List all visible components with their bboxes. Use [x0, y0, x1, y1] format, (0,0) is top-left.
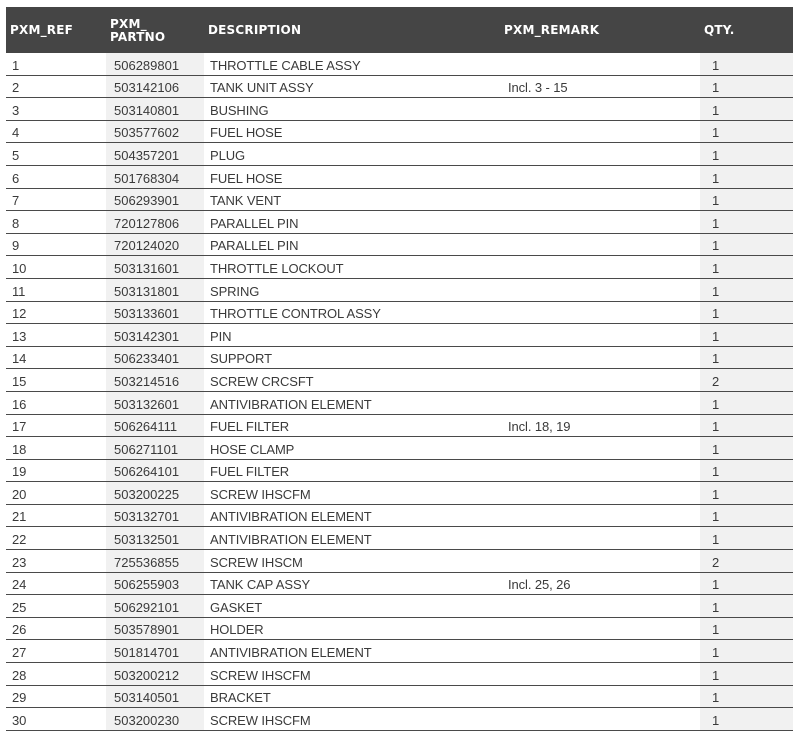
cell-ref: 20 [6, 482, 106, 505]
table-row [6, 482, 793, 505]
table-row [6, 663, 793, 686]
table-row [6, 550, 793, 573]
cell-spacer [742, 346, 793, 369]
cell-description: SCREW IHSCFM [204, 663, 500, 686]
cell-description: SPRING [204, 278, 500, 301]
cell-partno: 503132501 [106, 527, 204, 550]
cell-remark [500, 233, 700, 256]
table-row [6, 346, 793, 369]
cell-ref: 30 [6, 708, 106, 731]
cell-partno: 503214516 [106, 369, 204, 392]
table-row [6, 595, 793, 618]
table-row [6, 301, 793, 324]
cell-description: BRACKET [204, 685, 500, 708]
cell-description: BUSHING [204, 98, 500, 121]
cell-remark [500, 527, 700, 550]
table-row [6, 98, 793, 121]
cell-qty: 1 [700, 595, 742, 618]
cell-qty: 1 [700, 278, 742, 301]
cell-remark: Incl. 25, 26 [500, 572, 700, 595]
header-partno-line1: PXM_ [110, 17, 147, 31]
cell-qty: 1 [700, 301, 742, 324]
header-remark: PXM_REMARK [500, 7, 700, 53]
cell-partno: 503200225 [106, 482, 204, 505]
cell-description: HOLDER [204, 617, 500, 640]
cell-partno: 501768304 [106, 165, 204, 188]
cell-partno: 506233401 [106, 346, 204, 369]
cell-spacer [742, 211, 793, 234]
cell-remark [500, 595, 700, 618]
cell-spacer [742, 414, 793, 437]
cell-description: FUEL HOSE [204, 120, 500, 143]
cell-remark [500, 98, 700, 121]
cell-partno: 503200230 [106, 708, 204, 731]
cell-partno: 506264111 [106, 414, 204, 437]
cell-qty: 1 [700, 143, 742, 166]
header-spacer [742, 7, 793, 53]
cell-ref: 3 [6, 98, 106, 121]
table-row [6, 143, 793, 166]
cell-qty: 1 [700, 459, 742, 482]
table-row [6, 527, 793, 550]
table-row [6, 617, 793, 640]
cell-ref: 25 [6, 595, 106, 618]
cell-spacer [742, 256, 793, 279]
cell-ref: 15 [6, 369, 106, 392]
cell-qty: 1 [700, 98, 742, 121]
table-row [6, 188, 793, 211]
table-row [6, 640, 793, 663]
cell-remark [500, 211, 700, 234]
header-qty: QTY. [700, 7, 742, 53]
cell-spacer [742, 527, 793, 550]
cell-remark: Incl. 18, 19 [500, 414, 700, 437]
cell-partno: 506289801 [106, 53, 204, 75]
cell-remark [500, 391, 700, 414]
table-row [6, 391, 793, 414]
cell-remark [500, 550, 700, 573]
table-row [6, 120, 793, 143]
cell-ref: 13 [6, 324, 106, 347]
cell-partno: 503131601 [106, 256, 204, 279]
cell-ref: 10 [6, 256, 106, 279]
cell-description: SCREW IHSCFM [204, 482, 500, 505]
table-row [6, 211, 793, 234]
table-row [6, 53, 793, 75]
cell-description: THROTTLE CABLE ASSY [204, 53, 500, 75]
cell-qty: 1 [700, 324, 742, 347]
table-header [6, 7, 793, 53]
cell-partno: 506271101 [106, 437, 204, 460]
cell-qty: 1 [700, 120, 742, 143]
table-row [6, 278, 793, 301]
cell-spacer [742, 369, 793, 392]
cell-spacer [742, 391, 793, 414]
cell-qty: 1 [700, 708, 742, 731]
cell-partno: 506293901 [106, 188, 204, 211]
cell-description: GASKET [204, 595, 500, 618]
cell-partno: 725536855 [106, 550, 204, 573]
cell-ref: 4 [6, 120, 106, 143]
cell-partno: 503131801 [106, 278, 204, 301]
cell-remark [500, 482, 700, 505]
cell-qty: 1 [700, 75, 742, 98]
cell-spacer [742, 143, 793, 166]
cell-qty: 1 [700, 211, 742, 234]
cell-partno: 501814701 [106, 640, 204, 663]
cell-spacer [742, 278, 793, 301]
cell-partno: 503133601 [106, 301, 204, 324]
cell-qty: 1 [700, 188, 742, 211]
cell-description: THROTTLE LOCKOUT [204, 256, 500, 279]
cell-description: PARALLEL PIN [204, 233, 500, 256]
cell-qty: 1 [700, 685, 742, 708]
cell-ref: 14 [6, 346, 106, 369]
cell-remark [500, 437, 700, 460]
table-row [6, 414, 793, 437]
header-ref: PXM_REF [6, 7, 106, 53]
cell-qty: 2 [700, 550, 742, 573]
cell-remark [500, 256, 700, 279]
cell-partno: 503140801 [106, 98, 204, 121]
cell-qty: 1 [700, 663, 742, 686]
cell-ref: 16 [6, 391, 106, 414]
cell-description: FUEL HOSE [204, 165, 500, 188]
cell-description: TANK UNIT ASSY [204, 75, 500, 98]
cell-partno: 503577602 [106, 120, 204, 143]
cell-remark [500, 346, 700, 369]
cell-ref: 8 [6, 211, 106, 234]
cell-description: THROTTLE CONTROL ASSY [204, 301, 500, 324]
cell-remark [500, 708, 700, 731]
cell-remark [500, 301, 700, 324]
cell-description: TANK CAP ASSY [204, 572, 500, 595]
cell-qty: 1 [700, 640, 742, 663]
cell-partno: 506255903 [106, 572, 204, 595]
cell-ref: 26 [6, 617, 106, 640]
cell-remark [500, 278, 700, 301]
cell-ref: 7 [6, 188, 106, 211]
cell-partno: 504357201 [106, 143, 204, 166]
cell-ref: 5 [6, 143, 106, 166]
cell-remark [500, 53, 700, 75]
cell-remark [500, 165, 700, 188]
cell-remark [500, 459, 700, 482]
cell-ref: 22 [6, 527, 106, 550]
table-row [6, 708, 793, 731]
parts-list-table [6, 7, 793, 731]
cell-ref: 12 [6, 301, 106, 324]
cell-description: TANK VENT [204, 188, 500, 211]
cell-qty: 1 [700, 391, 742, 414]
cell-description: SCREW IHSCFM [204, 708, 500, 731]
table-row [6, 685, 793, 708]
cell-spacer [742, 188, 793, 211]
table-body [6, 53, 793, 730]
cell-description: HOSE CLAMP [204, 437, 500, 460]
cell-remark [500, 324, 700, 347]
cell-qty: 1 [700, 414, 742, 437]
cell-partno: 720124020 [106, 233, 204, 256]
cell-qty: 1 [700, 504, 742, 527]
cell-spacer [742, 550, 793, 573]
cell-ref: 23 [6, 550, 106, 573]
cell-description: PARALLEL PIN [204, 211, 500, 234]
cell-description: SUPPORT [204, 346, 500, 369]
header-partno [106, 7, 204, 53]
cell-spacer [742, 437, 793, 460]
cell-spacer [742, 53, 793, 75]
table-row [6, 75, 793, 98]
cell-partno: 506292101 [106, 595, 204, 618]
cell-description: SCREW IHSCM [204, 550, 500, 573]
table-row [6, 504, 793, 527]
cell-qty: 2 [700, 369, 742, 392]
cell-qty: 1 [700, 256, 742, 279]
cell-spacer [742, 617, 793, 640]
cell-ref: 21 [6, 504, 106, 527]
cell-ref: 28 [6, 663, 106, 686]
cell-spacer [742, 165, 793, 188]
cell-partno: 503132601 [106, 391, 204, 414]
cell-spacer [742, 482, 793, 505]
table-row [6, 572, 793, 595]
cell-ref: 24 [6, 572, 106, 595]
cell-description: ANTIVIBRATION ELEMENT [204, 504, 500, 527]
table-row [6, 369, 793, 392]
table-row [6, 459, 793, 482]
cell-qty: 1 [700, 53, 742, 75]
cell-remark [500, 369, 700, 392]
cell-qty: 1 [700, 617, 742, 640]
cell-ref: 6 [6, 165, 106, 188]
header-row [6, 7, 793, 53]
cell-ref: 17 [6, 414, 106, 437]
cell-description: ANTIVIBRATION ELEMENT [204, 640, 500, 663]
cell-spacer [742, 685, 793, 708]
cell-spacer [742, 75, 793, 98]
header-description: DESCRIPTION [204, 7, 500, 53]
cell-description: FUEL FILTER [204, 459, 500, 482]
cell-spacer [742, 572, 793, 595]
table-row [6, 324, 793, 347]
cell-remark [500, 663, 700, 686]
cell-spacer [742, 233, 793, 256]
cell-partno: 503132701 [106, 504, 204, 527]
cell-ref: 9 [6, 233, 106, 256]
cell-spacer [742, 708, 793, 731]
cell-qty: 1 [700, 572, 742, 595]
cell-qty: 1 [700, 527, 742, 550]
cell-ref: 29 [6, 685, 106, 708]
cell-partno: 503578901 [106, 617, 204, 640]
table-row [6, 437, 793, 460]
cell-remark [500, 685, 700, 708]
cell-ref: 11 [6, 278, 106, 301]
cell-remark [500, 120, 700, 143]
cell-qty: 1 [700, 437, 742, 460]
cell-spacer [742, 120, 793, 143]
cell-partno: 503140501 [106, 685, 204, 708]
cell-spacer [742, 640, 793, 663]
cell-remark [500, 188, 700, 211]
cell-description: PLUG [204, 143, 500, 166]
cell-spacer [742, 663, 793, 686]
cell-spacer [742, 98, 793, 121]
cell-description: FUEL FILTER [204, 414, 500, 437]
cell-remark: Incl. 3 - 15 [500, 75, 700, 98]
cell-remark [500, 617, 700, 640]
cell-partno: 503142106 [106, 75, 204, 98]
cell-spacer [742, 459, 793, 482]
cell-qty: 1 [700, 165, 742, 188]
cell-qty: 1 [700, 482, 742, 505]
cell-description: ANTIVIBRATION ELEMENT [204, 391, 500, 414]
table-row [6, 233, 793, 256]
cell-spacer [742, 595, 793, 618]
cell-partno: 720127806 [106, 211, 204, 234]
cell-qty: 1 [700, 233, 742, 256]
cell-ref: 18 [6, 437, 106, 460]
table-row [6, 256, 793, 279]
cell-ref: 1 [6, 53, 106, 75]
cell-spacer [742, 301, 793, 324]
cell-ref: 27 [6, 640, 106, 663]
cell-partno: 506264101 [106, 459, 204, 482]
cell-partno: 503142301 [106, 324, 204, 347]
cell-remark [500, 504, 700, 527]
cell-description: SCREW CRCSFT [204, 369, 500, 392]
header-partno-line2: PARTNO [110, 30, 166, 44]
cell-partno: 503200212 [106, 663, 204, 686]
cell-remark [500, 640, 700, 663]
cell-description: ANTIVIBRATION ELEMENT [204, 527, 500, 550]
cell-spacer [742, 324, 793, 347]
cell-qty: 1 [700, 346, 742, 369]
cell-description: PIN [204, 324, 500, 347]
cell-ref: 2 [6, 75, 106, 98]
cell-remark [500, 143, 700, 166]
table-row [6, 165, 793, 188]
cell-spacer [742, 504, 793, 527]
cell-ref: 19 [6, 459, 106, 482]
